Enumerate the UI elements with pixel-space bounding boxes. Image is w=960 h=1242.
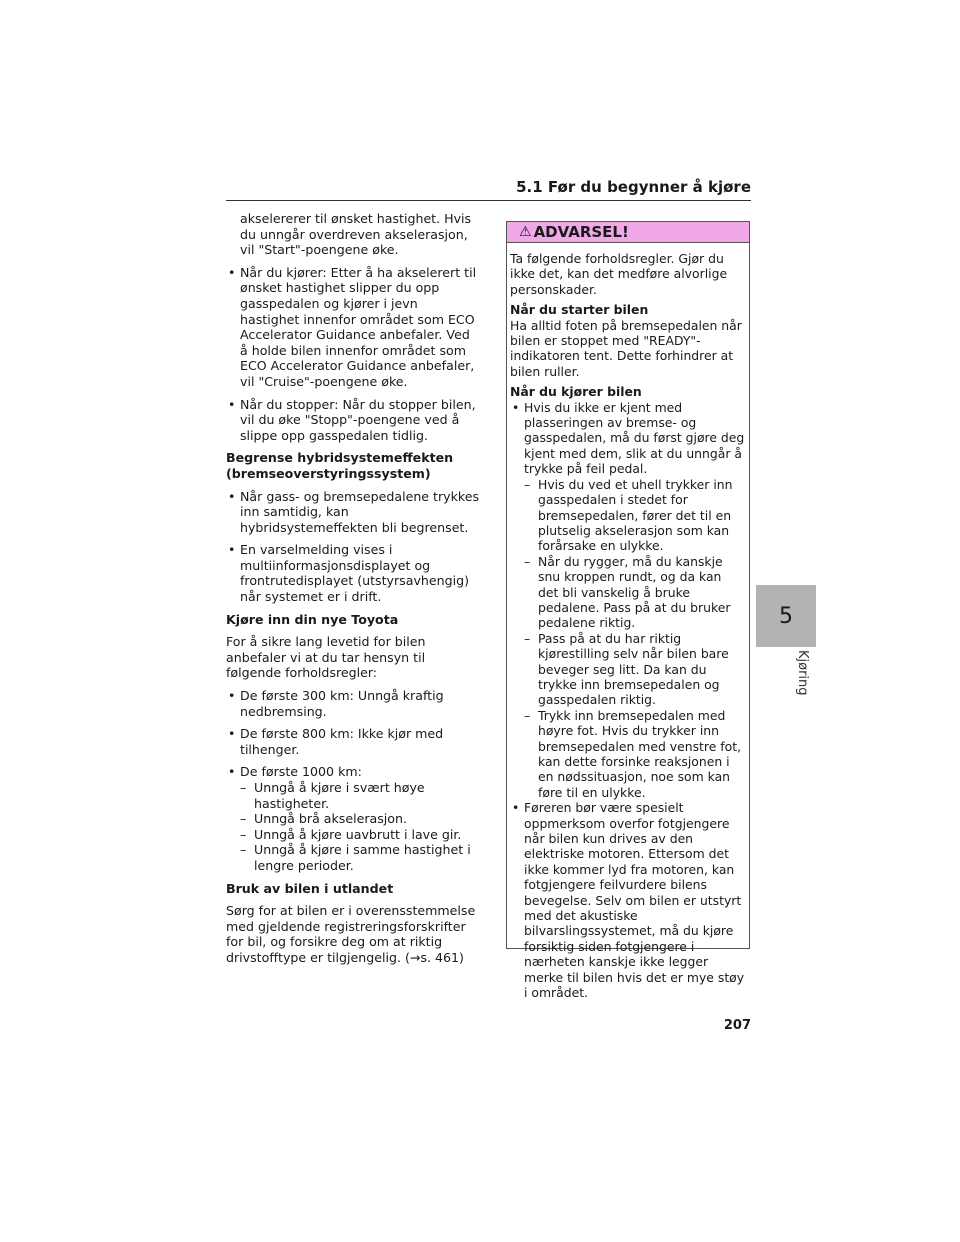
bullet-label: • De første 1000 km: [240, 764, 362, 780]
paragraph: For å sikre lang levetid for bilen anbefaler vi at du tar hensyn til følgende forholdsregler: [226, 634, 426, 681]
paragraph: Sørg for at bilen er i overensstemmelse med gjeldende registreringsforskrifter for bil, og forsikre deg om at riktig drivstofftype er tilgjengelig. (→s. 461) [226, 903, 476, 965]
warning-sub-item: – Hvis du ved et uhell trykker inn gasspedalen i stedet for bremsepedalen, fører det til en plutselig akselerasjon som kan forårsake en ulykke. [524, 477, 745, 554]
warning-paragraph: Ha alltid foten på bremsepedalen når bilen er stoppet med "READY"-indikatoren tent. Dette forhindrer at bilen ruller. [510, 317, 742, 379]
warning-intro: Ta følgende forholdsregler. Gjør du ikke det, kan det medføre alvorlige personskader. [510, 251, 728, 297]
chapter-tab[interactable] [756, 585, 816, 647]
bullet-item: • Når gass- og bremsepedalene trykkes inn samtidig, kan hybridsystemeffekten bli begrenset. [226, 489, 480, 536]
bullet-item: • De første 800 km: Ikke kjør med tilhenger. [226, 726, 480, 757]
bullet-item: • Når du stopper: Når du stopper bilen, vil du øke "Stopp"-poengene ved å slippe opp gasspedalen tidlig. [226, 397, 480, 444]
chapter-label: Kjøring [795, 650, 810, 696]
left-column [226, 211, 480, 973]
section-heading: Begrense hybridsystemeffekten (bremseoverstyringssystem) [226, 450, 454, 481]
bullet-item: • En varselmelding vises i multiinformasjonsdisplayet og frontrutedisplayet (utstyrsavhengig) når systemet er i drift. [226, 542, 480, 604]
warning-heading: Når du starter bilen [510, 302, 649, 318]
sub-item: – Unngå å kjøre i samme hastighet i lengre perioder. [240, 842, 480, 873]
chapter-number: 5 [779, 603, 793, 629]
section-heading: Kjøre inn din nye Toyota [226, 611, 399, 627]
page-number: 207 [723, 1018, 751, 1033]
warning-bullet [510, 400, 745, 801]
bullet-item [226, 764, 480, 873]
warning-box [506, 221, 750, 1001]
warning-bullet: • Føreren bør være spesielt oppmerksom overfor fotgjengere når bilen kun drives av den elektriske motoren. Ettersom det ikke kommer lyd fra motoren, kan fotgjengere feilvurdere bilens bevegelse. Selv om bilen er utstyrt med det akustiske bilvarslingssystemet, må du kjøre forsiktig siden fotgjengere i nærheten kanskje ikke legger merke til bilen hvis det er mye støy i området. [510, 800, 745, 1000]
intro-text: akselererer til ønsket hastighet. Hvis du unngår overdreven akselerasjon, vil "Start"-poengene øke. [240, 211, 472, 258]
warning-sub-item: – Når du rygger, må du kanskje snu kroppen rundt, og da kan det bli vanskelig å bruke pedalene. Pass på at du bruker pedalene riktig. [524, 554, 745, 631]
sub-item: – Unngå brå akselerasjon. [240, 811, 480, 827]
warning-title: ADVARSEL! [533, 223, 629, 241]
section-heading: Bruk av bilen i utlandet [226, 880, 394, 896]
section-header: 5.1 Før du begynner å kjøre [516, 178, 751, 196]
sub-item: – Unngå å kjøre i svært høye hastigheter. [240, 780, 480, 811]
warning-bullet-text: • Hvis du ikke er kjent med plasseringen av bremse- og gasspedalen, må du først gjøre deg kjent med dem, slik at du unngår å trykke på feil pedal. [524, 399, 745, 477]
warning-sub-item: – Trykk inn bremsepedalen med høyre fot. Hvis du trykker inn bremsepedalen med venstre fot, kan dette forsinke reaksjonen i en nødssituasjon, noe som kan føre til en ulykke. [524, 708, 745, 800]
bullet-item: • Når du kjører: Etter å ha akselerert til ønsket hastighet slipper du opp gasspedalen og kjører i jevn hastighet innenfor området som ECO Accelerator Guidance anbefaler. Ved å holde bilen innenfor området som ECO Accelerator Guidance anbefaler, vil "Cruise"-poengene øke. [226, 265, 480, 390]
warning-sub-item: – Pass på at du har riktig kjørestilling selv når bilen bare beveger seg litt. Da kan du trykke inn bremsepedalen og gasspedalen riktig. [524, 631, 745, 708]
warning-heading: Når du kjører bilen [510, 384, 642, 400]
header-divider [226, 200, 751, 201]
warning-triangle-icon: ⚠ [519, 224, 532, 240]
warning-body [507, 243, 749, 1001]
bullet-item: • De første 300 km: Unngå kraftig nedbremsing. [226, 688, 480, 719]
sub-item: – Unngå å kjøre uavbrutt i lave gir. [240, 827, 480, 843]
warning-header [507, 222, 749, 243]
